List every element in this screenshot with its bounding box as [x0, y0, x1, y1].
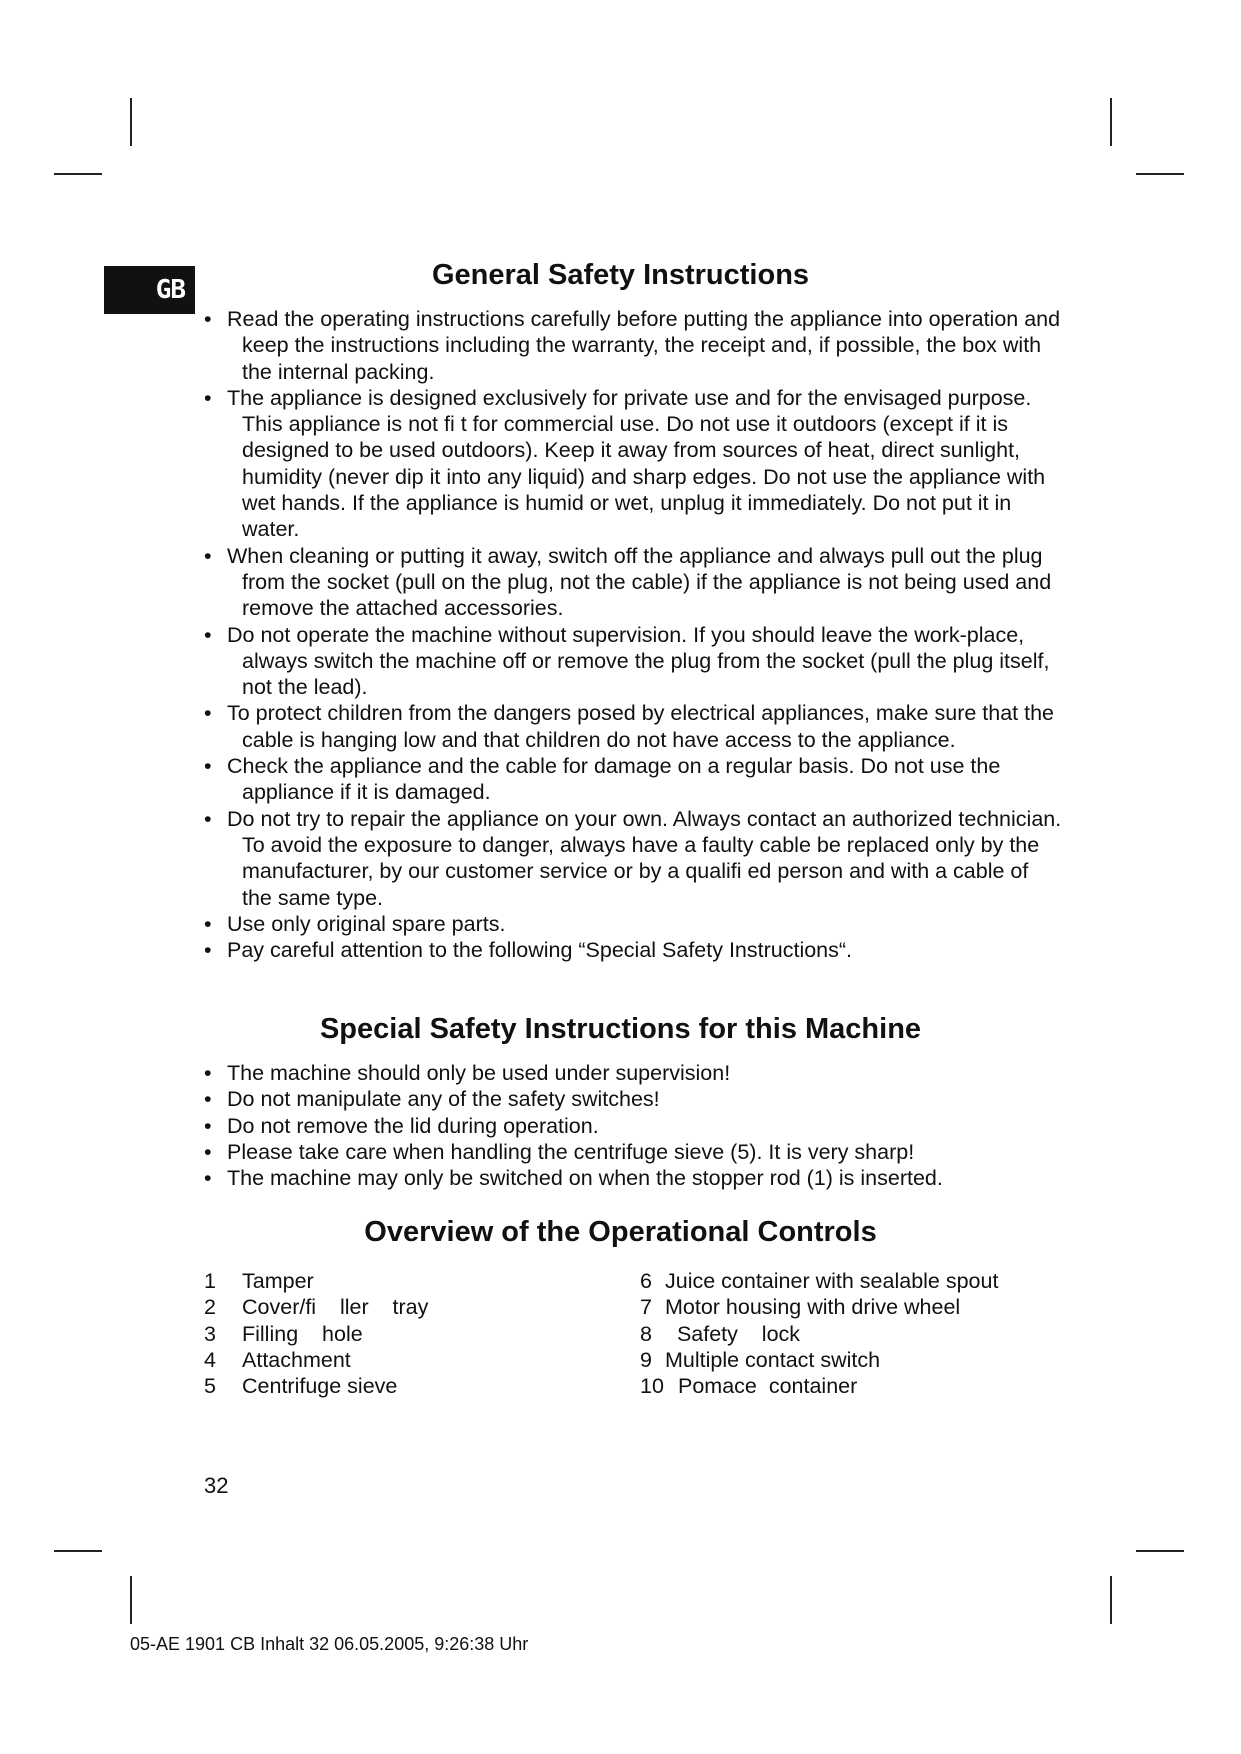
- bullet-item: [204, 911, 1064, 937]
- bullet-icon: •: [204, 385, 212, 410]
- bullet-item: [204, 622, 1064, 701]
- control-item: [204, 1321, 428, 1347]
- bullet-icon: •: [204, 938, 212, 963]
- bullet-icon: •: [204, 307, 212, 331]
- bullet-text: Use only original spare parts.: [227, 911, 506, 936]
- control-label: Cover/fi ller tray: [242, 1295, 429, 1320]
- control-label: Attachment: [242, 1347, 351, 1372]
- bullet-icon: •: [204, 1113, 212, 1138]
- bullet-item: [204, 937, 1064, 963]
- language-tab: GB: [104, 266, 195, 314]
- control-item: [640, 1294, 998, 1320]
- bullet-item: [204, 1139, 1064, 1165]
- control-number: 10: [640, 1374, 664, 1399]
- control-number: 3: [204, 1321, 216, 1346]
- crop-mark: [1136, 173, 1184, 175]
- crop-mark: [1136, 1550, 1184, 1552]
- crop-mark: [54, 173, 102, 175]
- bullet-item: [204, 1113, 1064, 1139]
- bullet-icon: •: [204, 1166, 212, 1191]
- control-number: 9: [640, 1347, 652, 1372]
- bullet-text: Do not try to repair the appliance on your own. Always contact an authorized technician. To avoid the exposure to danger, always have a faulty cable be replaced only by the manufacturer, by our customer service or by a qualifi ed person and with a cable of the same type.: [227, 806, 1062, 910]
- bullet-item: [204, 1165, 1064, 1191]
- control-item: [640, 1321, 998, 1347]
- bullet-icon: •: [204, 543, 212, 568]
- bullet-item: [204, 1086, 1064, 1112]
- general-safety-heading: General Safety Instructions: [431, 259, 810, 291]
- bullet-item: [204, 543, 1064, 622]
- bullet-text: The machine should only be used under supervision!: [227, 1061, 731, 1085]
- control-number: 4: [204, 1347, 216, 1372]
- control-label: Multiple contact switch: [665, 1347, 881, 1372]
- bullet-icon: •: [204, 701, 212, 726]
- bullet-text: When cleaning or putting it away, switch off the appliance and always pull out the plug from the socket (pull on the plug, not the cable) if the appliance is not being used and remove the attached accessories.: [227, 543, 1052, 621]
- bullet-item: [204, 306, 1064, 385]
- bullet-icon: •: [204, 754, 212, 779]
- bullet-text: Check the appliance and the cable for damage on a regular basis. Do not use the appliance if it is damaged.: [227, 754, 1001, 805]
- bullet-icon: •: [204, 911, 212, 936]
- control-label: Juice container with sealable spout: [665, 1269, 999, 1293]
- bullet-icon: •: [204, 1061, 212, 1085]
- crop-mark: [54, 1550, 102, 1552]
- bullet-item: [204, 753, 1064, 806]
- controls-list-right: [640, 1268, 998, 1399]
- bullet-text: Do not manipulate any of the safety switches!: [227, 1087, 660, 1112]
- control-number: 1: [204, 1269, 216, 1293]
- bullet-text: Please take care when handling the centrifuge sieve (5). It is very sharp!: [227, 1139, 915, 1164]
- control-item: [640, 1373, 998, 1399]
- bullet-item: [204, 385, 1064, 543]
- crop-mark: [130, 1576, 132, 1624]
- control-number: 2: [204, 1295, 216, 1320]
- bullet-item: [204, 700, 1064, 753]
- control-item: [204, 1373, 428, 1399]
- control-item: [204, 1268, 428, 1294]
- bullet-item: [204, 1060, 1064, 1086]
- control-label: Motor housing with drive wheel: [665, 1295, 961, 1320]
- bullet-text: Do not operate the machine without supervision. If you should leave the work-place, always switch the machine off or remove the plug from the socket (pull the plug itself, not the lead).: [227, 622, 1050, 700]
- special-safety-list: [204, 1060, 1064, 1191]
- bullet-icon: •: [204, 622, 212, 647]
- control-label: Pomace container: [678, 1374, 858, 1399]
- controls-list-left: [204, 1268, 428, 1399]
- print-footer: 05-AE 1901 CB Inhalt 32 06.05.2005, 9:26:38 Uhr: [130, 1634, 529, 1654]
- control-label: Safety lock: [665, 1321, 801, 1346]
- control-label: Centrifuge sieve: [242, 1374, 398, 1399]
- bullet-text: Pay careful attention to the following “Special Safety Instructions“.: [227, 938, 853, 963]
- bullet-icon: •: [204, 1139, 212, 1164]
- crop-mark: [1110, 98, 1112, 146]
- control-item: [204, 1347, 428, 1373]
- page-number: 32: [204, 1473, 229, 1498]
- bullet-item: [204, 806, 1064, 911]
- control-number: 6: [640, 1269, 652, 1293]
- bullet-text: The appliance is designed exclusively for private use and for the envisaged purpose. This appliance is not fi t for commercial use. Do not use it outdoors (except if it is designed to be used outdoors). Keep it away from sources of heat, direct sunlight, humidity (never dip it into any liquid) and sharp edges. Do not use the appliance with wet hands. If the appliance is humid or wet, unplug it immediately. Do not put it in water.: [227, 385, 1046, 542]
- bullet-icon: •: [204, 1087, 212, 1112]
- control-label: Tamper: [242, 1269, 314, 1293]
- control-number: 8: [640, 1321, 652, 1346]
- bullet-text: The machine may only be switched on when the stopper rod (1) is inserted.: [227, 1166, 943, 1191]
- special-safety-heading: Special Safety Instructions for this Machine: [319, 1013, 922, 1045]
- bullet-text: Read the operating instructions carefully before putting the appliance into operation and keep the instructions including the warranty, the receipt and, if possible, the box with the internal packing.: [227, 307, 1061, 384]
- crop-mark: [1110, 1576, 1112, 1624]
- control-number: 7: [640, 1295, 652, 1320]
- bullet-text: To protect children from the dangers posed by electrical appliances, make sure that the cable is hanging low and that children do not have access to the appliance.: [227, 701, 1055, 752]
- control-item: [640, 1347, 998, 1373]
- crop-mark: [130, 98, 132, 146]
- control-item: [640, 1268, 998, 1294]
- control-label: Filling hole: [242, 1321, 363, 1346]
- bullet-icon: •: [204, 806, 212, 831]
- overview-heading: Overview of the Operational Controls: [364, 1216, 877, 1248]
- control-number: 5: [204, 1374, 216, 1399]
- bullet-text: Do not remove the lid during operation.: [227, 1113, 599, 1138]
- control-item: [204, 1294, 428, 1320]
- general-safety-list: [204, 306, 1064, 963]
